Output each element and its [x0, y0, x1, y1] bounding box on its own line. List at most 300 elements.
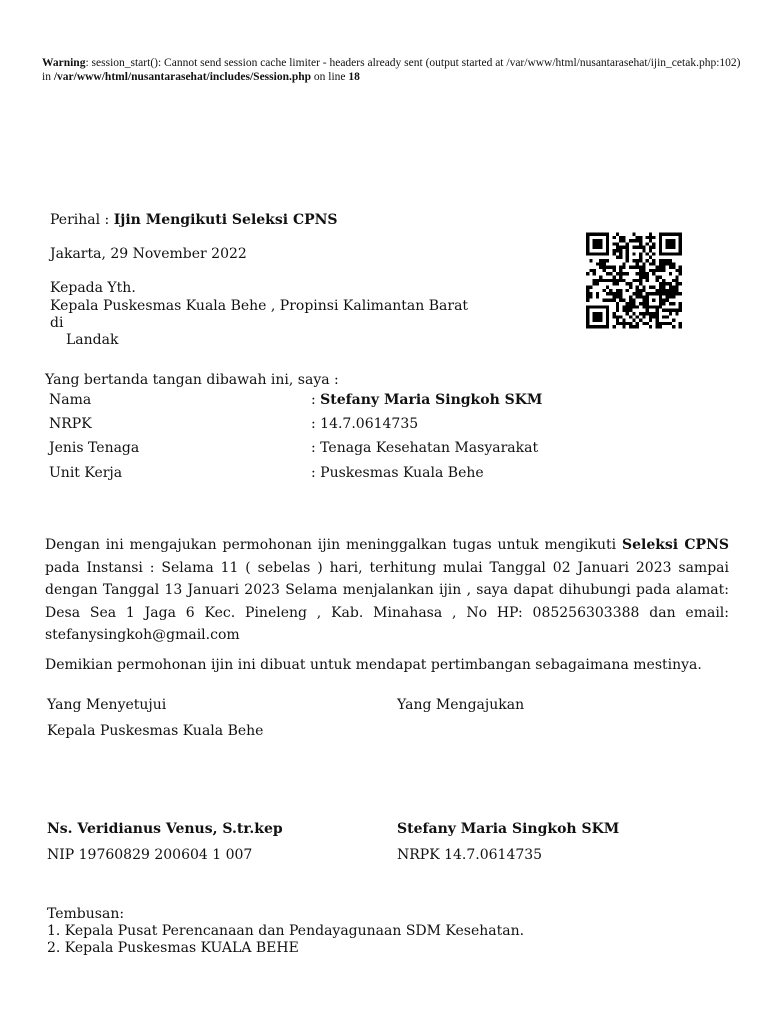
qr-module: [679, 302, 682, 305]
qr-module: [672, 239, 675, 242]
qr-module: [626, 302, 629, 305]
qr-module: [665, 262, 668, 265]
qr-module: [679, 239, 682, 242]
qr-module: [656, 319, 659, 322]
qr-module: [626, 282, 629, 285]
qr-module: [629, 266, 632, 269]
closing-text: Demikian permohonan ijin ini dibuat untuk mendapat pertimbangan sebagaimana mestinya.: [45, 657, 702, 673]
qr-module: [599, 305, 602, 308]
qr-module: [606, 309, 609, 312]
qr-module: [609, 299, 612, 302]
qr-module: [596, 295, 599, 298]
qr-module: [586, 233, 589, 236]
qr-module: [662, 252, 665, 255]
qr-module: [606, 319, 609, 322]
qr-module: [639, 239, 642, 242]
qr-module: [636, 305, 639, 308]
qr-module: [639, 246, 642, 249]
qr-module: [642, 285, 645, 288]
qr-module: [672, 279, 675, 282]
qr-module: [596, 233, 599, 236]
qr-module: [619, 292, 622, 295]
qr-module: [659, 305, 662, 308]
qr-module: [675, 309, 678, 312]
qr-module: [662, 279, 665, 282]
qr-module: [656, 269, 659, 272]
qr-module: [612, 325, 615, 328]
qr-module: [603, 233, 606, 236]
qr-module: [675, 269, 678, 272]
qr-module: [662, 262, 665, 265]
qr-module: [599, 325, 602, 328]
qr-module: [603, 269, 606, 272]
qr-module: [646, 312, 649, 315]
php-warning: [42, 56, 742, 84]
qr-module: [636, 236, 639, 239]
qr-module: [675, 282, 678, 285]
qr-module: [619, 279, 622, 282]
qr-module: [606, 285, 609, 288]
warning-line-number: 18: [348, 71, 360, 83]
qr-module: [642, 276, 645, 279]
qr-module: [649, 292, 652, 295]
qr-module: [662, 282, 665, 285]
qr-module: [649, 246, 652, 249]
qr-module: [596, 242, 599, 245]
qr-module: [593, 315, 596, 318]
qr-module: [599, 312, 602, 315]
qr-module: [649, 312, 652, 315]
qr-module: [612, 269, 615, 272]
qr-module: [636, 295, 639, 298]
qr-module: [642, 305, 645, 308]
qr-module: [593, 319, 596, 322]
qr-module: [659, 325, 662, 328]
qr-module: [672, 266, 675, 269]
qr-module: [629, 295, 632, 298]
qr-module: [622, 305, 625, 308]
qr-module: [675, 276, 678, 279]
qr-module: [622, 319, 625, 322]
qr-module: [599, 279, 602, 282]
qr-module: [649, 315, 652, 318]
cc-item: 1. Kepala Pusat Perencanaan dan Pendayagunaan SDM Kesehatan.: [47, 923, 525, 939]
qr-module: [656, 325, 659, 328]
qr-module: [609, 279, 612, 282]
qr-module: [672, 285, 675, 288]
qr-module: [629, 315, 632, 318]
qr-module: [679, 233, 682, 236]
qr-module: [649, 325, 652, 328]
qr-module: [675, 292, 678, 295]
qr-module: [626, 249, 629, 252]
field-value-nama: [311, 392, 542, 409]
qr-module: [642, 315, 645, 318]
qr-module: [636, 325, 639, 328]
qr-module: [599, 246, 602, 249]
qr-module: [619, 289, 622, 292]
qr-module: [646, 242, 649, 245]
qr-module: [652, 312, 655, 315]
qr-module: [612, 266, 615, 269]
qr-module: [656, 309, 659, 312]
qr-module: [659, 239, 662, 242]
qr-module: [586, 246, 589, 249]
qr-module: [656, 292, 659, 295]
qr-module: [629, 322, 632, 325]
qr-module: [593, 282, 596, 285]
qr-module: [616, 242, 619, 245]
qr-module: [589, 325, 592, 328]
qr-module: [629, 285, 632, 288]
recipient-di: di: [50, 315, 64, 331]
qr-module: [672, 319, 675, 322]
place-date: Jakarta, 29 November 2022: [50, 246, 247, 262]
qr-module: [596, 239, 599, 242]
qr-module: [586, 289, 589, 292]
qr-module: [669, 272, 672, 275]
qr-module: [586, 305, 589, 308]
qr-module: [675, 285, 678, 288]
qr-module: [642, 302, 645, 305]
qr-module: [599, 252, 602, 255]
qr-module: [665, 292, 668, 295]
qr-module: [593, 279, 596, 282]
qr-module: [632, 266, 635, 269]
qr-module: [632, 233, 635, 236]
approver-position: Kepala Puskesmas Kuala Behe: [47, 723, 264, 739]
approver-name: Ns. Veridianus Venus, S.tr.kep: [47, 821, 283, 837]
qr-module: [665, 315, 668, 318]
qr-module: [646, 305, 649, 308]
qr-module: [639, 236, 642, 239]
qr-module: [612, 312, 615, 315]
qr-module: [642, 269, 645, 272]
qr-module: [656, 312, 659, 315]
qr-module: [652, 262, 655, 265]
qr-module: [669, 282, 672, 285]
qr-module: [675, 312, 678, 315]
qr-module: [659, 285, 662, 288]
qr-module: [596, 315, 599, 318]
qr-module: [586, 312, 589, 315]
qr-module: [612, 315, 615, 318]
qr-module: [672, 292, 675, 295]
qr-module: [642, 262, 645, 265]
qr-module: [609, 292, 612, 295]
qr-module: [586, 249, 589, 252]
qr-module: [636, 262, 639, 265]
qr-module: [622, 262, 625, 265]
qr-module: [636, 259, 639, 262]
qr-module: [622, 299, 625, 302]
qr-module: [589, 259, 592, 262]
qr-module: [669, 295, 672, 298]
qr-module: [589, 292, 592, 295]
qr-module: [662, 322, 665, 325]
qr-module: [626, 252, 629, 255]
qr-module: [659, 252, 662, 255]
qr-module: [646, 295, 649, 298]
subject-label: Perihal :: [50, 212, 114, 228]
qr-module: [632, 279, 635, 282]
qr-module: [606, 279, 609, 282]
qr-module: [596, 292, 599, 295]
qr-module: [612, 292, 615, 295]
qr-module: [616, 233, 619, 236]
qr-module: [612, 295, 615, 298]
field-label-jenis-tenaga: Jenis Tenaga: [49, 440, 140, 456]
qr-module: [652, 272, 655, 275]
qr-module: [679, 305, 682, 308]
body-text-part2: pada Instansi : Selama 11 ( sebelas ) hari, terhitung mulai Tanggal 02 Januari 2023 sampai dengan Tanggal 13 Januari 2023 Selama menjalankan ijin , saya dapat dihubungi pada alamat: Desa Sea 1 Jaga 6 Kec. Pineleng , Kab. Minahasa , No HP: 085256303388 dan email: stefanysingkoh@gmail.com: [45, 559, 729, 643]
qr-module: [636, 239, 639, 242]
recipient-city: Landak: [66, 332, 119, 348]
qr-module: [659, 242, 662, 245]
qr-module: [665, 322, 668, 325]
qr-module: [593, 242, 596, 245]
qr-module: [659, 262, 662, 265]
qr-module: [603, 262, 606, 265]
qr-module: [649, 256, 652, 259]
applicant-title: Yang Mengajukan: [397, 697, 525, 713]
qr-module: [603, 325, 606, 328]
qr-module: [636, 285, 639, 288]
qr-module: [679, 309, 682, 312]
qr-module: [586, 325, 589, 328]
qr-module: [596, 252, 599, 255]
qr-module: [659, 299, 662, 302]
qr-module: [603, 289, 606, 292]
qr-module: [679, 266, 682, 269]
qr-module: [589, 252, 592, 255]
qr-module: [639, 292, 642, 295]
qr-module: [652, 259, 655, 262]
qr-module: [659, 292, 662, 295]
qr-module: [603, 305, 606, 308]
qr-module: [606, 305, 609, 308]
qr-module: [639, 276, 642, 279]
qr-module: [646, 299, 649, 302]
qr-module: [665, 242, 668, 245]
qr-module: [586, 252, 589, 255]
qr-module: [626, 309, 629, 312]
qr-module: [589, 285, 592, 288]
qr-module: [606, 259, 609, 262]
qr-module: [672, 289, 675, 292]
qr-module: [656, 279, 659, 282]
qr-module: [589, 305, 592, 308]
qr-module: [642, 299, 645, 302]
qr-module: [599, 259, 602, 262]
qr-module: [652, 315, 655, 318]
qr-module: [649, 262, 652, 265]
qr-module: [646, 279, 649, 282]
qr-module: [622, 325, 625, 328]
qr-module: [616, 322, 619, 325]
qr-module: [675, 289, 678, 292]
qr-module: [649, 239, 652, 242]
qr-module: [642, 266, 645, 269]
qr-module: [626, 322, 629, 325]
qr-module: [606, 252, 609, 255]
qr-module: [586, 299, 589, 302]
qr-module: [662, 259, 665, 262]
qr-module: [669, 309, 672, 312]
qr-module: [606, 266, 609, 269]
qr-module: [609, 272, 612, 275]
qr-module: [599, 276, 602, 279]
qr-module: [636, 289, 639, 292]
qr-module: [629, 239, 632, 242]
qr-module: [639, 312, 642, 315]
qr-module: [659, 259, 662, 262]
qr-module: [669, 259, 672, 262]
qr-module: [612, 282, 615, 285]
qr-module: [639, 289, 642, 292]
qr-module: [626, 272, 629, 275]
qr-module: [596, 262, 599, 265]
field-label-unit-kerja: Unit Kerja: [49, 465, 123, 481]
qr-module: [622, 279, 625, 282]
qr-module: [616, 256, 619, 259]
qr-module: [622, 246, 625, 249]
qr-module: [593, 312, 596, 315]
qr-module: [626, 305, 629, 308]
qr-module: [626, 242, 629, 245]
qr-module: [606, 315, 609, 318]
qr-module: [669, 262, 672, 265]
qr-module: [665, 295, 668, 298]
qr-module: [586, 319, 589, 322]
qr-module: [619, 239, 622, 242]
qr-module: [642, 322, 645, 325]
qr-module: [662, 315, 665, 318]
qr-module: [622, 309, 625, 312]
qr-module: [606, 272, 609, 275]
recipient-greeting: Kepada Yth.: [50, 280, 136, 296]
qr-module: [606, 325, 609, 328]
qr-module: [665, 233, 668, 236]
qr-module: [649, 269, 652, 272]
field-label-nrpk: NRPK: [49, 416, 92, 432]
qr-module: [586, 236, 589, 239]
qr-module: [669, 239, 672, 242]
qr-module: [589, 233, 592, 236]
cc-label: Tembusan:: [47, 906, 125, 922]
qr-module: [646, 322, 649, 325]
qr-module: [616, 309, 619, 312]
qr-module: [586, 315, 589, 318]
applicant-name: Stefany Maria Singkoh SKM: [397, 821, 620, 837]
qr-module: [672, 309, 675, 312]
qr-module: [652, 292, 655, 295]
qr-module: [639, 319, 642, 322]
qr-module: [619, 266, 622, 269]
qr-module: [639, 259, 642, 262]
qr-module: [632, 302, 635, 305]
qr-module: [679, 325, 682, 328]
qr-module: [649, 233, 652, 236]
qr-module: [606, 299, 609, 302]
qr-module: [626, 289, 629, 292]
qr-module: [642, 295, 645, 298]
qr-module: [619, 276, 622, 279]
qr-module: [652, 299, 655, 302]
qr-module: [612, 242, 615, 245]
qr-module: [616, 292, 619, 295]
qr-module: [659, 246, 662, 249]
qr-module: [649, 236, 652, 239]
qr-module: [612, 249, 615, 252]
qr-module: [606, 239, 609, 242]
qr-module: [619, 322, 622, 325]
qr-module: [679, 246, 682, 249]
qr-module: [593, 233, 596, 236]
qr-module: [629, 305, 632, 308]
qr-module: [632, 325, 635, 328]
qr-module: [619, 269, 622, 272]
qr-module: [632, 246, 635, 249]
qr-module: [596, 279, 599, 282]
qr-module: [603, 279, 606, 282]
qr-module: [639, 295, 642, 298]
qr-module: [672, 262, 675, 265]
qr-module: [596, 282, 599, 285]
qr-module: [619, 249, 622, 252]
field-label-nama: Nama: [49, 392, 92, 408]
qr-module: [586, 285, 589, 288]
qr-module: [606, 249, 609, 252]
qr-module: [606, 292, 609, 295]
qr-module: [672, 252, 675, 255]
qr-module: [622, 272, 625, 275]
qr-module: [629, 302, 632, 305]
qr-module: [649, 249, 652, 252]
qr-module: [593, 252, 596, 255]
qr-module: [586, 295, 589, 298]
qr-module: [609, 266, 612, 269]
qr-module: [639, 302, 642, 305]
qr-module: [593, 269, 596, 272]
qr-module: [646, 259, 649, 262]
qr-module: [662, 292, 665, 295]
qr-module: [659, 276, 662, 279]
qr-module: [656, 276, 659, 279]
qr-module: [646, 252, 649, 255]
qr-module: [675, 279, 678, 282]
qr-module: [659, 249, 662, 252]
qr-module: [659, 302, 662, 305]
qr-module: [669, 312, 672, 315]
warning-label: Warning: [42, 57, 86, 69]
qr-module: [616, 302, 619, 305]
qr-module: [679, 252, 682, 255]
qr-module: [599, 315, 602, 318]
approver-nip: NIP 19760829 200604 1 007: [47, 847, 253, 863]
qr-module: [616, 282, 619, 285]
qr-module: [632, 239, 635, 242]
qr-module: [646, 236, 649, 239]
qr-module: [586, 242, 589, 245]
applicant-nrpk: NRPK 14.7.0614735: [397, 847, 543, 863]
qr-module: [629, 309, 632, 312]
qr-module: [586, 239, 589, 242]
qr-module: [639, 256, 642, 259]
qr-module: [665, 239, 668, 242]
qr-module: [596, 312, 599, 315]
qr-module: [596, 319, 599, 322]
